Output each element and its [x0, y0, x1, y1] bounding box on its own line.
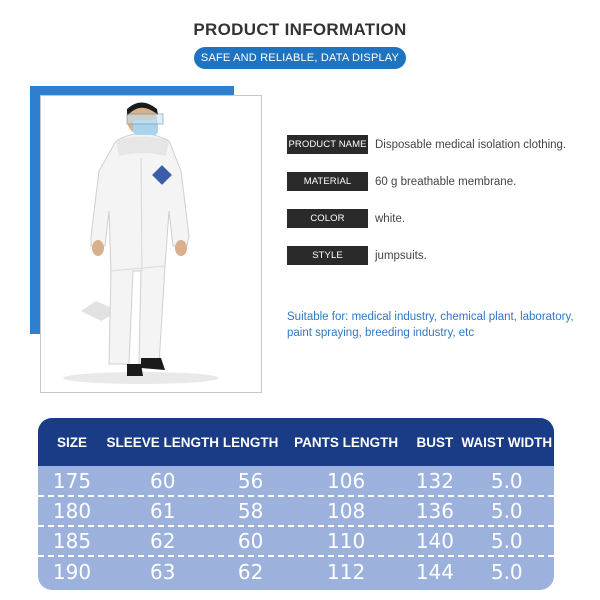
table-cell: 5.0 [490, 469, 523, 493]
table-cell: 108 [327, 499, 366, 523]
attribute-value: 60 g breathable membrane. [375, 175, 517, 188]
column-header-sleeve-length: SLEEVE LENGTH [106, 434, 219, 450]
attribute-label: COLOR [287, 209, 368, 228]
table-header [38, 418, 554, 466]
table-cell: 62 [237, 560, 264, 584]
table-cell: 140 [415, 529, 455, 553]
table-cell: 110 [327, 529, 366, 553]
subtitle-pill: SAFE AND RELIABLE, DATA DISPLAY [194, 47, 406, 69]
table-cell: 180 [52, 499, 92, 523]
column-header-pants-length: PANTS LENGTH [294, 434, 399, 450]
attribute-value: Disposable medical isolation clothing. [375, 138, 567, 151]
attribute-row-style [287, 246, 427, 265]
table-cell: 112 [327, 560, 366, 584]
attribute-value: jumpsuits. [375, 249, 427, 262]
table-cell: 144 [415, 560, 455, 584]
page-title: PRODUCT INFORMATION [193, 20, 407, 39]
attribute-row-color [287, 209, 405, 228]
attribute-label: STYLE [287, 246, 368, 265]
column-header-waist-width: WAIST WIDTH [461, 434, 553, 450]
attribute-value: white. [375, 212, 406, 225]
table-cell: 56 [237, 469, 264, 493]
table-cell: 175 [52, 469, 92, 493]
column-header-length: LENGTH [222, 434, 279, 450]
person-in-coverall-illustration [41, 96, 262, 393]
attribute-label: MATERIAL [287, 172, 368, 191]
table-cell: 106 [327, 469, 366, 493]
product-photo [40, 95, 262, 393]
table-cell: 5.0 [490, 529, 523, 553]
table-cell: 62 [150, 529, 176, 553]
size-table [38, 418, 554, 590]
table-cell: 5.0 [490, 499, 523, 523]
table-cell: 132 [415, 469, 455, 493]
table-cell: 136 [415, 499, 455, 523]
table-cell: 5.0 [490, 560, 523, 584]
table-row [38, 467, 554, 497]
table-cell: 58 [237, 499, 264, 523]
table-body [38, 466, 554, 587]
table-row [38, 557, 554, 587]
table-cell: 63 [150, 560, 176, 584]
table-cell: 190 [52, 560, 92, 584]
suitable-for-text: Suitable for: medical industry, chemical plant, laboratory, paint spraying, breeding industry, etc [287, 311, 574, 339]
table-cell: 185 [52, 529, 92, 553]
table-cell: 61 [150, 499, 176, 523]
table-row [38, 497, 554, 527]
table-cell: 60 [237, 529, 264, 553]
column-header-size: SIZE [57, 434, 88, 450]
table-row [38, 527, 554, 557]
column-header-bust: BUST [416, 434, 454, 450]
attribute-row-product-name [287, 135, 566, 154]
attribute-label: PRODUCT NAME [287, 135, 368, 154]
attribute-row-material [287, 172, 516, 191]
table-cell: 60 [150, 469, 176, 493]
